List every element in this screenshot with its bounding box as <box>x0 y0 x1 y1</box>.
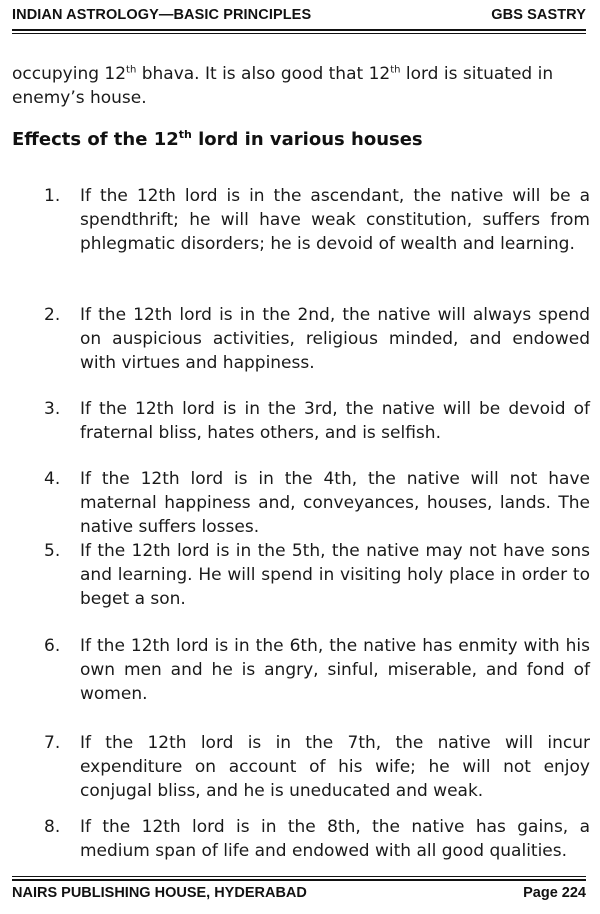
list-text: If the 12th lord is in the 3rd, the native will be devoid of fraternal bliss, hates others, and is selfish. <box>80 399 590 443</box>
list-number: 7. <box>44 733 61 753</box>
list-number: 6. <box>44 636 61 656</box>
list-number: 5. <box>44 541 61 561</box>
publisher-name: NAIRS PUBLISHING HOUSE, HYDERABAD <box>12 885 307 901</box>
footer-rule-thin <box>12 876 586 877</box>
footer-rule-thick <box>12 879 586 881</box>
list-item <box>44 539 590 611</box>
list-text: If the 12th lord is in the 7th, the native will incur expenditure on account of his wife; he will not enjoy conjugal bliss, and he is uneducated and weak. <box>80 733 590 801</box>
list-text: If the 12th lord is in the ascendant, the native will be a spendthrift; he will have weak constitution, suffers from phlegmatic disorders; he is devoid of wealth and learning. <box>80 186 590 254</box>
list-number: 8. <box>44 817 61 837</box>
intro-paragraph: occupying 12th bhava. It is also good that 12th lord is situated in enemy’s house. <box>12 64 554 108</box>
list-text: If the 12th lord is in the 6th, the native has enmity with his own men and he is angry, sinful, miserable, and fond of women. <box>80 636 590 704</box>
list-number: 4. <box>44 469 61 489</box>
page-number: Page 224 <box>523 885 586 901</box>
list-item <box>44 467 590 539</box>
list-text: If the 12th lord is in the 2nd, the native will always spend on auspicious activities, religious minded, and endowed with virtues and happiness. <box>80 305 590 373</box>
list-number: 3. <box>44 399 61 419</box>
section-heading: Effects of the 12th lord in various houses <box>12 128 423 150</box>
list-number: 1. <box>44 186 61 206</box>
list-item <box>44 815 590 863</box>
author-name: GBS SASTRY <box>491 7 586 23</box>
header-rule-thick <box>12 29 586 31</box>
list-item <box>44 731 590 803</box>
list-number: 2. <box>44 305 61 325</box>
list-item <box>44 184 590 256</box>
page-header <box>12 0 586 32</box>
list-item <box>44 397 590 445</box>
list-item <box>44 634 590 706</box>
header-rule-thin <box>12 33 586 34</box>
list-text: If the 12th lord is in the 5th, the native may not have sons and learning. He will spend in visiting holy place in order to beget a son. <box>80 541 590 609</box>
running-title: INDIAN ASTROLOGY—BASIC PRINCIPLES <box>12 7 312 23</box>
list-text: If the 12th lord is in the 8th, the native has gains, a medium span of life and endowed with all good qualities. <box>80 817 590 861</box>
list-item <box>44 303 590 375</box>
list-text: If the 12th lord is in the 4th, the native will not have maternal happiness and, conveyances, houses, lands. The native suffers losses. <box>80 469 590 537</box>
